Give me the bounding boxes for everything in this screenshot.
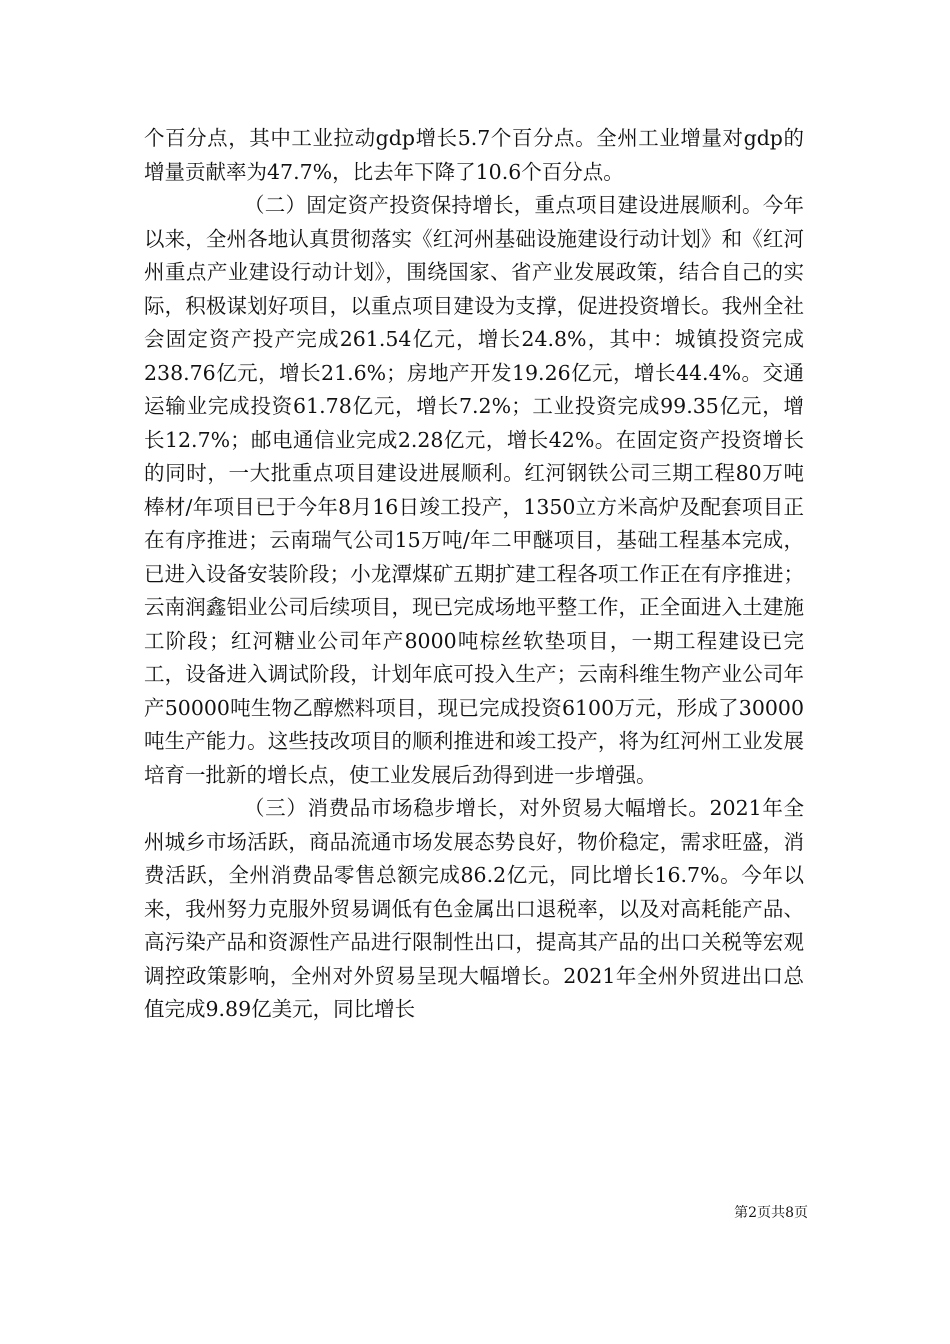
paragraph-consumer-market-trade: （三）消费品市场稳步增长，对外贸易大幅增长。2021年全州城乡市场活跃，商品流通市场发展态势良好，物价稳定，需求旺盛，消费活跃，全州消费品零售总额完成86.2亿元，同比增长16.7%。今年以来，我州努力克服外贸易调低有色金属出口退税率，以及对高耗能产品、高污染产品和资源性产品进行限制性出口，提高其产品的出口关税等宏观调控政策影响，全州对外贸易呈现大幅增长。2021年全州外贸进出口总值完成9.89亿美元，同比增长 xyxy=(144,796,804,1021)
page-number-footer: 第2页共8页 xyxy=(734,1205,808,1221)
paragraph-fixed-asset-investment: （二）固定资产投资保持增长，重点项目建设进展顺利。今年以来，全州各地认真贯彻落实《红河州基础设施建设行动计划》和《红河州重点产业建设行动计划》，围绕国家、省产业发展政策，结合自己的实际，积极谋划好项目，以重点项目建设为支撑，促进投资增长。我州全社会固定资产投产完成261.54亿元，增长24.8%，其中：城镇投资完成238.76亿元，增长21.6%；房地产开发19.26亿元，增长44.4%。交通运输业完成投资61.78亿元，增长7.2%；工业投资完成99.35亿元，增长12.7%；邮电通信业完成2.28亿元，增长42%。在固定资产投资增长的同时，一大批重点项目建设进展顺利。红河钢铁公司三期工程80万吨棒材/年项目已于今年8月16日竣工投产，1350立方米高炉及配套项目正在有序推进；云南瑞气公司15万吨/年二甲醚项目，基础工程基本完成，已进入设备安装阶段；小龙潭煤矿五期扩建工程各项工作正在有序推进；云南润鑫铝业公司后续项目，现已完成场地平整工作，正全面进入土建施工阶段；红河糖业公司年产8000吨棕丝软垫项目，一期工程建设已完工，设备进入调试阶段，计划年底可投入生产；云南科维生物产业公司年产50000吨生物乙醇燃料项目，现已完成投资6100万元，形成了30000吨生产能力。这些技改项目的顺利推进和竣工投产，将为红河州工业发展培育一批新的增长点，使工业发展后劲得到进一步增强。 xyxy=(144,193,804,787)
body-text xyxy=(144,122,804,1027)
paragraph-continuation: 个百分点，其中工业拉动gdp增长5.7个百分点。全州工业增量对gdp的增量贡献率为47.7%，比去年下降了10.6个百分点。 xyxy=(144,126,804,184)
